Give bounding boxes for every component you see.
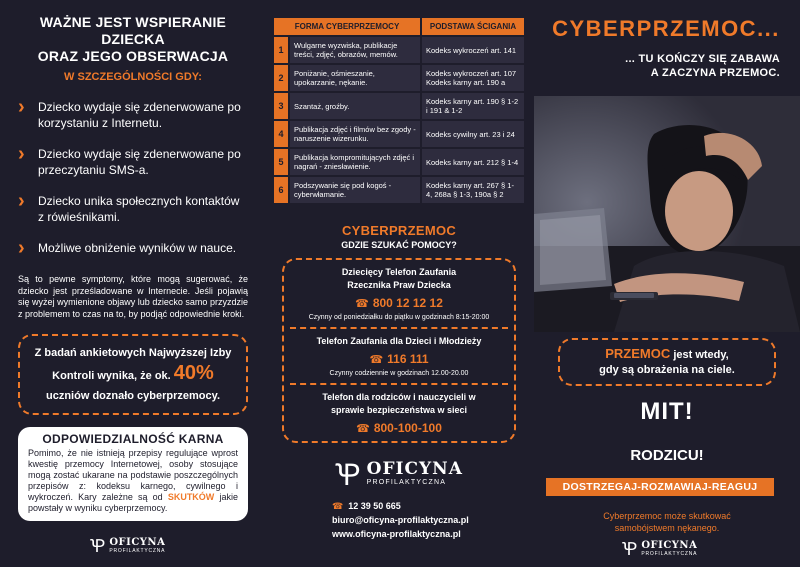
list-item: › Możliwe obniżenie wyników w nauce.	[18, 237, 237, 259]
publisher-logo: Ꝕ OFICYNA PROFILAKTYCZNA	[622, 539, 698, 560]
panel-subtitle: W SZCZEGÓLNOŚCI GDY:	[64, 71, 202, 83]
chevron-right-icon: ›	[18, 237, 25, 259]
contact-website[interactable]: www.oficyna-profilaktyczna.pl	[332, 529, 461, 539]
helpline-phone: ☎ 116 111	[369, 352, 429, 366]
helpline-name: Telefon dla rodziców i nauczycieli w sprawie bezpieczeństwa w sieci	[322, 392, 476, 415]
chevron-right-icon: ›	[18, 143, 25, 165]
publisher-logo: Ꝕ OFICYNA PROFILAKTYCZNA	[90, 536, 166, 557]
helpline-phone: ☎ 800 12 12 12	[355, 296, 443, 310]
phone-icon: ☎	[355, 298, 369, 310]
phone-icon: ☎	[369, 354, 384, 366]
photo-illustration	[534, 96, 800, 332]
helpline-name: Telefon Zaufania dla Dzieci i Młodzieży	[316, 336, 482, 346]
chevron-right-icon: ›	[18, 96, 25, 118]
table-row: 1 Wulgarne wyzwiska, publikacje treści, zdjęć, obrazów, memów. Kodeks wykroczeń art. 141	[274, 37, 524, 63]
responsibility-title: ODPOWIEDZIALNOŚĆ KARNA	[42, 432, 224, 446]
cover-title: CYBERPRZEMOC...	[552, 16, 780, 41]
logo-mark-icon: Ꝕ	[335, 458, 361, 493]
table-row: 2 Poniżanie, ośmieszanie, upokarzanie, nękanie. Kodeks wykroczeń art. 107 Kodeks karny art. 190 a	[274, 65, 524, 91]
table-row: 3 Szantaż, groźby. Kodeks karny art. 190 § 1-2 i 191 & 1-2	[274, 93, 524, 119]
chevron-right-icon: ›	[18, 190, 25, 212]
table-row: 6 Podszywanie się pod kogoś - cyberwłamanie. Kodeks karny art. 267 § 1-4, 268a § 1-3, 190a § 2	[274, 177, 524, 203]
statistic-value: 40%	[173, 362, 214, 384]
middle-panel	[262, 0, 534, 567]
contact-info	[332, 499, 526, 541]
logo-mark-icon: Ꝕ	[622, 539, 638, 560]
myth-definition-box: PRZEMOC jest wtedy, gdy są obrażenia na ciele.	[558, 338, 776, 386]
helpline-box	[282, 258, 516, 443]
list-item: › Dziecko wydaje się zdenerwowane po korzystaniu z Internetu.	[18, 96, 241, 130]
list-item: › Dziecko wydaje się zdenerwowane po przeczytaniu SMS-a.	[18, 143, 241, 177]
phone-icon: ☎	[356, 423, 370, 435]
helpline-phone: ☎ 800-100-100	[356, 421, 442, 435]
distressed-girl-photo	[534, 96, 800, 332]
helpline-name: Dziecięcy Telefon Zaufania Rzecznika Praw Dziecka	[341, 267, 457, 290]
column-header: PODSTAWA ŚCIGANIA	[422, 18, 524, 35]
table-header-row	[274, 18, 524, 35]
helpline-item	[290, 266, 508, 321]
help-subtitle: GDZIE SZUKAĆ POMOCY?	[341, 240, 457, 250]
action-banner: DOSTRZEGAJ-ROZMAWIAJ-REAGUJ	[546, 478, 774, 496]
responsibility-text: Pomimo, że nie istnieją przepisy regulujące wprost kwestię przemocy Internetowej, osoby stosujące mogą zostać ukarane na podstawie poszczególnych przepisów z: kodeksu karnego, cywilnego i wykroczeń. Kary zależne są od SKUTKÓW jakie powstały w wyniku cyberprzemocy.	[28, 448, 238, 513]
help-title: CYBERPRZEMOC	[341, 223, 457, 238]
table-row: 4 Publikacja zdjęć i filmów bez zgody - naruszenie wizerunku. Kodeks cywilny art. 23 i 24	[274, 121, 524, 147]
helpline-hours: Czynny od poniedziałku do piątku w godzinach 8:15-20:00	[308, 314, 490, 321]
list-item: › Dziecko unika społecznych kontaktów z rówieśnikami.	[18, 190, 240, 224]
helpline-item	[290, 327, 508, 377]
contact-phone: ☎ 12 39 50 665	[332, 501, 401, 511]
phone-icon: ☎	[332, 501, 344, 511]
myth-label: MIT!	[640, 398, 694, 425]
left-panel	[0, 0, 262, 567]
cyberviolence-table	[272, 16, 526, 205]
logo-mark-icon: Ꝕ	[90, 536, 106, 557]
table-row: 5 Publikacja kompromitujących zdjęć i nagrań - zniesławienie. Kodeks karny art. 212 § 1-4	[274, 149, 524, 175]
warning-text: Cyberprzemoc może skutkować samobójstwem nękanego.	[603, 511, 731, 533]
helpline-item	[290, 383, 508, 435]
responsibility-box	[18, 427, 248, 521]
symptom-list	[18, 96, 248, 259]
helpline-hours: Czynny codziennie w godzinach 12.00-20.00	[329, 370, 469, 377]
symptoms-paragraph: Są to pewne symptomy, które mogą sugerować, że dziecko jest prześladowane w Internecie. Jeśli pojawią się wyżej wymienione objawy lub dziecko samo przyzdzie z problemem to czas na to, by podjąć odpowiednie kroki.	[18, 274, 248, 319]
panel-title: WAŻNE JEST WSPIERANIE DZIECKA ORAZ JEGO OBSERWACJA	[37, 14, 229, 64]
cover-tagline: ... TU KOŃCZY SIĘ ZABAWA A ZACZYNA PRZEMOC.	[625, 53, 780, 79]
contact-email[interactable]: biuro@oficyna-profilaktyczna.pl	[332, 515, 469, 525]
publisher-logo: Ꝕ OFICYNA PROFILAKTYCZNA	[335, 458, 463, 493]
statistic-box: Z badań ankietowych Najwyższej Izby Kontroli wynika, że ok. 40% uczniów doznało cyberprzemocy.	[18, 334, 248, 415]
parent-heading: RODZICU!	[630, 447, 704, 464]
column-header: FORMA CYBERPRZEMOCY	[274, 18, 420, 35]
